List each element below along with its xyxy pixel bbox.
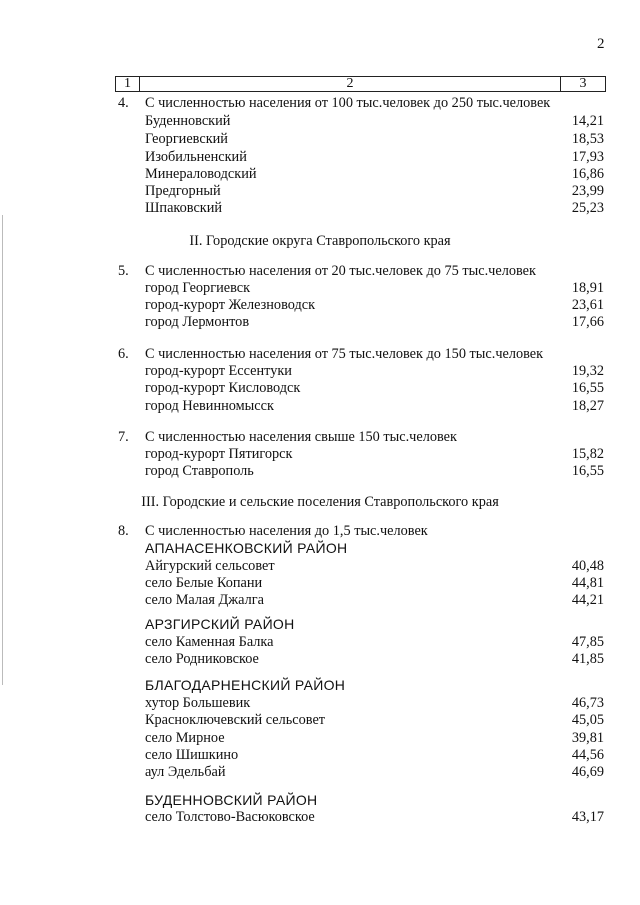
- row-value: 17,93: [571, 149, 604, 165]
- row-name: город-курорт Кисловодск: [145, 380, 301, 396]
- row-name: город Невинномысск: [145, 398, 274, 414]
- row-value: 17,66: [571, 314, 604, 330]
- header-col-3: 3: [579, 76, 587, 91]
- row-name: Предгорный: [145, 183, 221, 199]
- scan-edge-mark: [2, 215, 3, 685]
- row-name: село Малая Джалга: [145, 592, 264, 608]
- row-name: Буденновский: [145, 113, 231, 129]
- row-name: город-курорт Ессентуки: [145, 363, 292, 379]
- header-col-1: 1: [116, 77, 140, 91]
- row-value: 19,32: [571, 363, 604, 379]
- row-name: город Георгиевск: [145, 280, 251, 296]
- group-number: 7.: [118, 429, 129, 445]
- row-value: 41,85: [571, 651, 604, 667]
- row-value: 44,81: [571, 575, 604, 591]
- row-name: Красноключевский сельсовет: [145, 712, 326, 728]
- row-value: 40,48: [571, 558, 604, 574]
- row-name: аул Эдельбай: [145, 764, 226, 780]
- row-name: Айгурский сельсовет: [145, 558, 275, 574]
- row-value: 43,17: [571, 809, 604, 825]
- row-value: 23,61: [571, 297, 604, 313]
- row-name: город Лермонтов: [145, 314, 250, 330]
- group-number: 6.: [118, 346, 129, 362]
- row-value: 18,53: [571, 131, 604, 147]
- row-name: город-курорт Железноводск: [145, 297, 316, 313]
- row-name: село Шишкино: [145, 747, 239, 763]
- row-value: 18,27: [571, 398, 604, 414]
- group-title: С численностью населения от 75 тыс.человек до 150 тыс.человек: [145, 346, 544, 362]
- row-name: Изобильненский: [145, 149, 247, 165]
- row-value: 46,69: [571, 764, 604, 780]
- group-title: С численностью населения свыше 150 тыс.человек: [145, 429, 457, 445]
- row-value: 16,86: [571, 166, 604, 182]
- row-name: хутор Большевик: [145, 695, 251, 711]
- row-value: 39,81: [571, 730, 604, 746]
- district-heading: АПАНАСЕНКОВСКИЙ РАЙОН: [145, 540, 348, 556]
- row-value: 14,21: [571, 113, 604, 129]
- district-heading: БЛАГОДАРНЕНСКИЙ РАЙОН: [145, 677, 346, 693]
- row-value: 16,55: [571, 463, 604, 479]
- row-name: село Мирное: [145, 730, 225, 746]
- row-name: село Белые Копани: [145, 575, 263, 591]
- row-value: 15,82: [571, 446, 604, 462]
- district-heading: АРЗГИРСКИЙ РАЙОН: [145, 616, 295, 632]
- row-name: Минераловодский: [145, 166, 257, 182]
- page-number: 2: [597, 36, 605, 52]
- row-name: город Ставрополь: [145, 463, 254, 479]
- group-title: С численностью населения до 1,5 тыс.человек: [145, 523, 428, 539]
- group-title: С численностью населения от 100 тыс.человек до 250 тыс.человек: [145, 95, 551, 111]
- group-number: 4.: [118, 95, 129, 111]
- row-value: 25,23: [571, 200, 604, 216]
- row-name: село Толстово-Васюковское: [145, 809, 315, 825]
- row-name: село Каменная Балка: [145, 634, 274, 650]
- row-value: 46,73: [571, 695, 604, 711]
- group-number: 5.: [118, 263, 129, 279]
- row-name: город-курорт Пятигорск: [145, 446, 293, 462]
- section-heading: III. Городские и сельские поселения Ставропольского края: [141, 494, 499, 510]
- row-value: 18,91: [571, 280, 604, 296]
- row-value: 23,99: [571, 183, 604, 199]
- row-value: 44,56: [571, 747, 604, 763]
- group-title: С численностью населения от 20 тыс.человек до 75 тыс.человек: [145, 263, 536, 279]
- row-name: село Родниковское: [145, 651, 259, 667]
- district-heading: БУДЕННОВСКИЙ РАЙОН: [145, 792, 318, 808]
- row-value: 16,55: [571, 380, 604, 396]
- section-heading: II. Городские округа Ставропольского края: [189, 233, 451, 249]
- row-name: Шпаковский: [145, 200, 223, 216]
- row-value: 45,05: [571, 712, 604, 728]
- group-number: 8.: [118, 523, 129, 539]
- row-name: Георгиевский: [145, 131, 228, 147]
- table-header: [115, 76, 606, 92]
- row-value: 47,85: [571, 634, 604, 650]
- header-col-2: 2: [140, 77, 561, 91]
- row-value: 44,21: [571, 592, 604, 608]
